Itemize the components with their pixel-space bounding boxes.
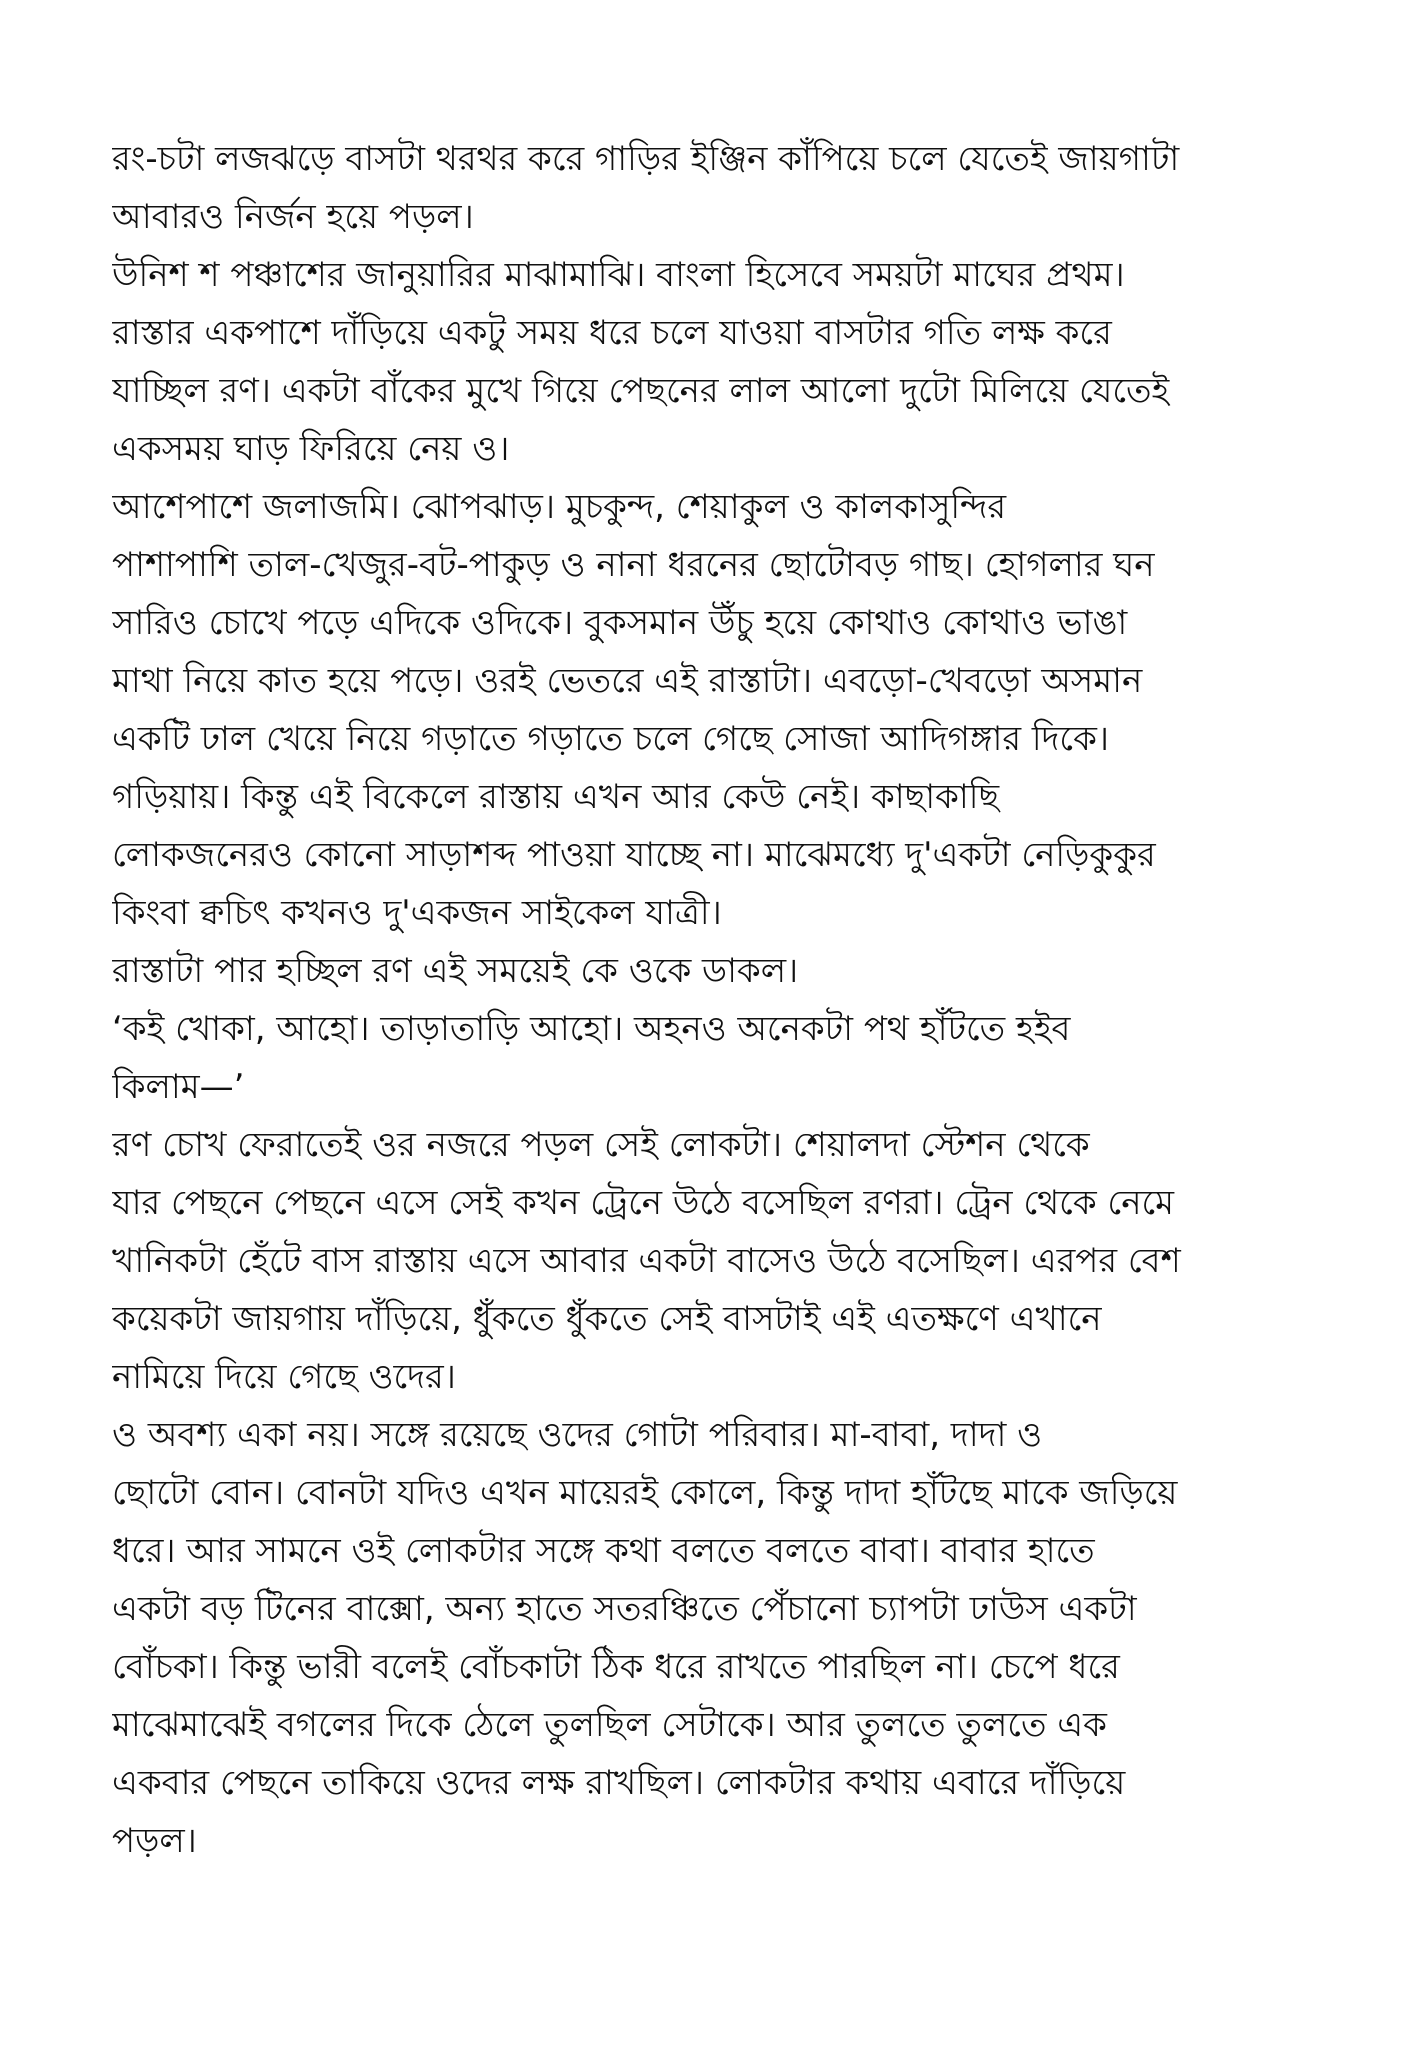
text-line: রং-চটা লজঝড়ে বাসটা থরথর করে গাড়ির ইঞ্জিন কাঁপিয়ে চলে যেতেই জায়গাটা [112,139,1180,179]
text-line: রাস্তার একপাশে দাঁড়িয়ে একটু সময় ধরে চলে যাওয়া বাসটার গতি লক্ষ করে [112,313,1112,353]
text-line: ও অবশ্য একা নয়। সঙ্গে রয়েছে ওদের গোটা পরিবার। মা-বাবা, দাদা ও [112,1415,1043,1455]
text-line: ‘কই খোকা, আহো। তাড়াতাড়ি আহো। অহনও অনেকটা পথ হাঁটতে হইব [112,1009,1071,1049]
text-line: নামিয়ে দিয়ে গেছে ওদের। [112,1357,456,1397]
text-line: উনিশ শ পঞ্চাশের জানুয়ারির মাঝামাঝি। বাংলা হিসেবে সময়টা মাঘের প্রথম। [112,255,1125,295]
text-line: কয়েকটা জায়গায় দাঁড়িয়ে, ধুঁকতে ধুঁকতে সেই বাসটাই এই এতক্ষণে এখানে [112,1299,1102,1339]
text-line: একটা বড় টিনের বাক্সো, অন্য হাতে সতরঞ্চিতে পেঁচানো চ্যাপটা ঢাউস একটা [112,1589,1137,1629]
text-line: ছোটো বোন। বোনটা যদিও এখন মায়েরই কোলে, কিন্তু দাদা হাঁটছে মাকে জড়িয়ে [112,1473,1178,1513]
body-text [112,130,1332,1870]
text-line: রাস্তাটা পার হচ্ছিল রণ এই সময়েই কে ওকে ডাকল। [112,951,799,991]
text-line: লোকজনেরও কোনো সাড়াশব্দ পাওয়া যাচ্ছে না। মাঝেমধ্যে দু'একটা নেড়িকুকুর [112,835,1156,875]
text-line: আশেপাশে জলাজমি। ঝোপঝাড়। মুচকুন্দ, শেয়াকুল ও কালকাসুন্দির [112,487,1007,527]
text-line: ধরে। আর সামনে ওই লোকটার সঙ্গে কথা বলতে বলতে বাবা। বাবার হাতে [112,1531,1095,1571]
text-line: একসময় ঘাড় ফিরিয়ে নেয় ও। [112,429,510,469]
text-line: মাথা নিয়ে কাত হয়ে পড়ে। ওরই ভেতরে এই রাস্তাটা। এবড়ো-খেবড়ো অসমান [112,661,1143,701]
text-line: সারিও চোখে পড়ে এদিকে ওদিকে। বুকসমান উঁচু হয়ে কোথাও কোথাও ভাঙা [112,603,1128,643]
text-line: গড়িয়ায়। কিন্তু এই বিকেলে রাস্তায় এখন আর কেউ নেই। কাছাকাছি [112,777,1000,817]
text-line: মাঝেমাঝেই বগলের দিকে ঠেলে তুলছিল সেটাকে। আর তুলতে তুলতে এক [112,1705,1107,1745]
text-line: কিংবা ক্বচিৎ কখনও দু'একজন সাইকেল যাত্রী। [112,893,722,933]
text-line: যাচ্ছিল রণ। একটা বাঁকের মুখে গিয়ে পেছনের লাল আলো দুটো মিলিয়ে যেতেই [112,371,1170,411]
text-line: যার পেছনে পেছনে এসে সেই কখন ট্রেনে উঠে বসেছিল রণরা। ট্রেন থেকে নেমে [112,1183,1175,1223]
text-line: পাশাপাশি তাল-খেজুর-বট-পাকুড় ও নানা ধরনের ছোটোবড় গাছ। হোগলার ঘন [112,545,1155,585]
text-line: আবারও নির্জন হয়ে পড়ল। [112,197,474,237]
text-line: খানিকটা হেঁটে বাস রাস্তায় এসে আবার একটা বাসেও উঠে বসেছিল। এরপর বেশ [112,1241,1181,1281]
text-line: পড়ল। [112,1821,197,1861]
text-line: একবার পেছনে তাকিয়ে ওদের লক্ষ রাখছিল। লোকটার কথায় এবারে দাঁড়িয়ে [112,1763,1126,1803]
text-line: বোঁচকা। কিন্তু ভারী বলেই বোঁচকাটা ঠিক ধরে রাখতে পারছিল না। চেপে ধরে [112,1647,1120,1687]
text-line: কিলাম—’ [112,1067,245,1107]
text-line: রণ চোখ ফেরাতেই ওর নজরে পড়ল সেই লোকটা। শেয়ালদা স্টেশন থেকে [112,1125,1090,1165]
text-line: একটি ঢাল খেয়ে নিয়ে গড়াতে গড়াতে চলে গেছে সোজা আদিগঙ্গার দিকে। [112,719,1110,759]
